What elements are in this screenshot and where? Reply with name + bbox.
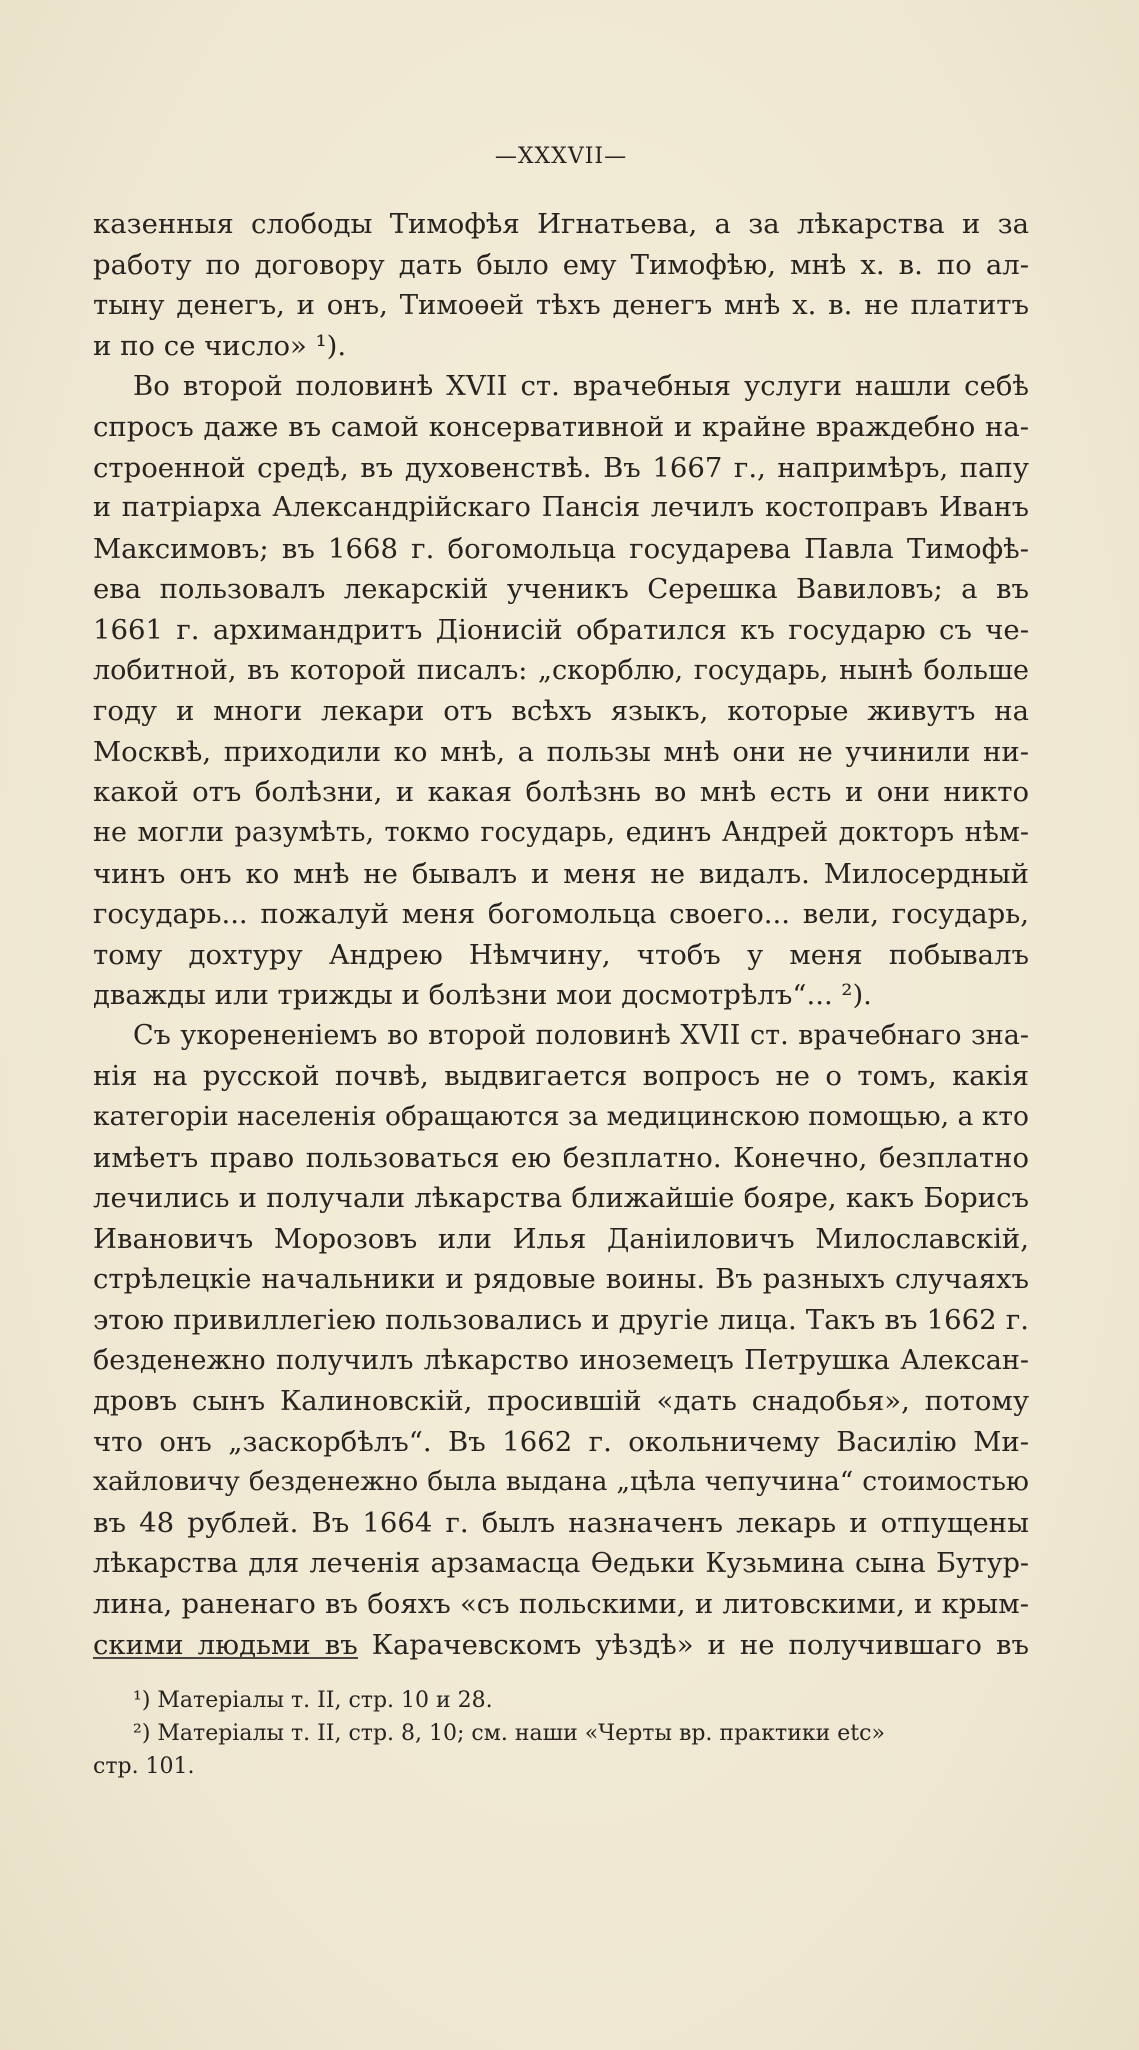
text-line: и патріарха Александрійскаго Пансія лечилъ костоправъ Иванъ xyxy=(93,492,1029,524)
text-line: не могли разумѣть, токмо государь, единъ Андрей докторъ нѣм- xyxy=(93,816,1029,848)
text-line: Во второй половинѣ XVII ст. врачебныя услуги нашли себѣ xyxy=(133,370,1029,403)
text-line: лина, раненаго въ бояхъ «съ польскими, и литовскими, и крым- xyxy=(93,1588,1029,1621)
text-line: дважды или трижды и болѣзни мои досмотрѣлъ“... ²). xyxy=(93,979,872,1012)
paragraph-2 xyxy=(93,366,1029,1016)
footnote-divider xyxy=(93,1657,358,1659)
text-line: лечились и получали лѣкарства ближайшіе бояре, какъ Борисъ xyxy=(93,1182,1029,1215)
footnote-1: ¹) Матеріалы т. II, стр. 10 и 28. xyxy=(133,1688,493,1713)
text-line: и по се число» ¹). xyxy=(93,329,347,362)
text-line: строенной средѣ, въ духовенствѣ. Въ 1667 г., напримѣръ, папу xyxy=(93,451,1029,484)
paragraph-1 xyxy=(93,204,1029,366)
text-line: что онъ „заскорбѣлъ“. Въ 1662 г. окольничему Василію Ми- xyxy=(93,1425,1029,1458)
text-line: хайловичу безденежно была выдана „цѣла чепучина“ стоимостью xyxy=(93,1466,1029,1498)
text-line: нія на русской почвѣ, выдвигается вопросъ не о томъ, какія xyxy=(93,1060,1029,1093)
text-line: Максимовъ; въ 1668 г. богомольца государева Павла Тимофѣ- xyxy=(93,532,1029,565)
text-line: казенныя слободы Тимофѣя Игнатьева, а за лѣкарства и за xyxy=(93,208,1029,240)
text-line: году и многи лекари отъ всѣхъ языкъ, которые живутъ на xyxy=(93,695,1029,728)
text-line: спросъ даже въ самой консервативной и крайне враждебно на- xyxy=(93,410,1029,443)
text-line: тыну денегъ, и онъ, Тимоѳей тѣхъ денегъ мнѣ х. в. не платитъ xyxy=(93,289,1029,322)
text-line: ева пользовалъ лекарскій ученикъ Серешка Вавиловъ; а въ xyxy=(93,573,1029,606)
footnote-2: ²) Матеріалы т. II, стр. 8, 10; см. наши «Черты вр. практики etc» xyxy=(133,1721,885,1746)
text-line: 1661 г. архимандритъ Діонисій обратился къ государю съ че- xyxy=(93,613,1029,646)
paragraph-3 xyxy=(93,1016,1029,1666)
text-line: работу по договору дать было ему Тимофѣю, мнѣ х. в. по ал- xyxy=(93,248,1029,281)
page-header: —XXXVII— xyxy=(494,144,628,169)
text-line: лобитной, въ которой писалъ: „скорблю, государь, нынѣ больше xyxy=(93,654,1029,686)
text-line: Съ укорененіемъ во второй половинѣ XVII ст. врачебнаго зна- xyxy=(133,1019,1029,1051)
text-line: Ивановичъ Морозовъ или Илья Даніиловичъ Милославскій, xyxy=(93,1222,1029,1255)
text-line: въ 48 рублей. Въ 1664 г. былъ назначенъ лекарь и отпущены xyxy=(93,1507,1029,1539)
text-line: какой отъ болѣзни, и какая болѣзнь во мнѣ есть и они никто xyxy=(93,776,1029,809)
text-line: этою привиллегіею пользовались и другіе лица. Такъ въ 1662 г. xyxy=(93,1304,1029,1337)
text-line: тому дохтуру Андрею Нѣмчину, чтобъ у меня побывалъ xyxy=(93,938,1029,971)
text-line: чинъ онъ ко мнѣ не бывалъ и меня не видалъ. Милосердный xyxy=(93,857,1029,890)
text-line: безденежно получилъ лѣкарство иноземецъ Петрушка Алексан- xyxy=(93,1344,1029,1376)
text-line: имѣетъ право пользоваться ею безплатно. Конечно, безплатно xyxy=(93,1141,1029,1174)
text-line: категоріи населенія обращаются за медицинскою помощью, а кто xyxy=(93,1101,1029,1133)
page-text xyxy=(93,140,1029,1665)
footnotes xyxy=(93,1684,1029,1783)
text-line: дровъ сынъ Калиновскій, просившій «дать снадобья», потому xyxy=(93,1385,1029,1418)
text-line: скими людьми въ Карачевскомъ уѣздѣ» и не получившаго въ xyxy=(93,1628,1029,1661)
text-line: лѣкарства для леченія арзамасца Ѳедьки Кузьмина сына Бутур- xyxy=(93,1547,1029,1579)
text-line: Москвѣ, приходили ко мнѣ, а пользы мнѣ они не учинили ни- xyxy=(93,735,1029,768)
text-line: государь... пожалуй меня богомольца своего... вели, государь, xyxy=(93,898,1029,931)
text-line: стрѣлецкіе начальники и рядовые воины. Въ разныхъ случаяхъ xyxy=(93,1263,1029,1296)
footnote-2-continuation: стр. 101. xyxy=(93,1754,195,1779)
